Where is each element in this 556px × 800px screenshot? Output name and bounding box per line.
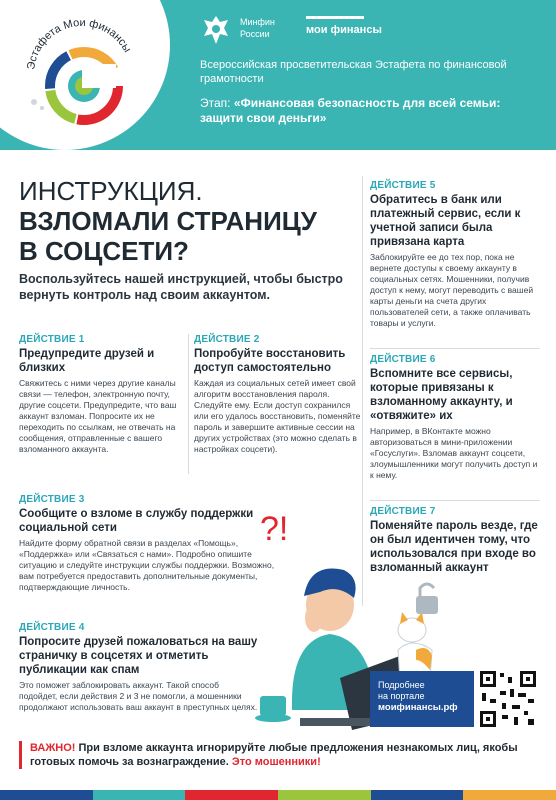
column-divider [188,334,189,474]
minfin-line2: России [240,29,270,39]
action-label: ДЕЙСТВИЕ 5 [370,180,436,191]
action-6 [370,354,540,481]
promo-site-link[interactable]: моифинансы.рф [378,702,458,713]
title-line3: В СОЦСЕТИ? [19,236,189,266]
stage-name: «Финансовая безопасность для всей семьи: защити свои деньги» [200,96,501,125]
stage-prefix: Этап: [200,96,234,110]
relay-description: Всероссийская просветительская Эстафета по финансовой грамотности [200,59,507,85]
action-body: Свяжитесь с ними через другие каналы связи — телефон, электронную почту, другие соцсети. Предупредите, что ваш аккаунт взломан. Попросите их не переходить по ссылкам, не отвечать на сообщения, отправленные с вашего взломанного аккаунта. [19,378,177,454]
action-body: Каждая из социальных сетей имеет свой алгоритм восстановления пароля. Следуйте ему. Если доступ сохранился или его удалось восстановить, поменяйте пароль и завершите активные сессии на других устройствах (это можно сделать в настройках соцсети). [194,378,361,454]
action-heading: Предупредите друзей и близких [19,348,155,374]
title-line2: ВЗЛОМАЛИ СТРАНИЦУ [19,206,317,236]
minfin-emblem-icon [200,12,232,48]
footer-stripe [371,790,464,800]
footer-stripe [278,790,371,800]
warning-notice [19,741,539,769]
promo-line1: Подробнее [378,680,425,690]
moi-finansy-brand [306,16,382,36]
action-4 [19,622,259,713]
footer-stripe [93,790,186,800]
action-heading: Попробуйте восстановить доступ самостоятельно [194,348,346,374]
action-label: ДЕЙСТВИЕ 7 [370,506,436,517]
action-heading: Попросите друзей пожаловаться на вашу страничку в соцсетях и отметить публикации как спам [19,636,258,676]
lead-text: Воспользуйтесь нашей инструкцией, чтобы быстро вернуть контроль над своим аккаунтом. [19,272,343,302]
minfin-line1: Минфин [240,17,275,27]
footer-stripe [463,790,556,800]
warning-prefix: ВАЖНО! [30,742,76,754]
warning-text: При взломе аккаунта игнорируйте любые предложения незнакомых лиц, якобы готовых помочь за вознаграждение. [30,742,518,768]
action-body: Найдите форму обратной связи в разделах «Помощь», «Поддержка» или «Связаться с нами». Подробно опишите ситуацию и следуйте инструкции службы поддержки. Возможно, вам потребуется предоставить дополнительные документы, подтверждающие личность. [19,538,275,592]
action-body: Это поможет заблокировать аккаунт. Такой способ подойдет, если действия 2 и 3 не помогли, а мошенники продолжают использовать ваш аккаунт в преступных целях. [19,680,258,712]
action-body: Например, в ВКонтакте можно авторизоваться в мини-приложении «Госуслуги». Взломав аккаунт соцсети, злоумышленники могут получить доступ и к нему. [370,426,538,480]
action-body: Заблокируйте ее до тех пор, пока не вернете доступы к своему аккаунту в социальных сетях. Мошенники, получив доступ к нему, могут переводить с вашей карты деньги на счета других пользователей сети, а также оплачивать товары и услуги. [370,252,534,328]
svg-text:Эстафета Мои финансы [25,17,133,71]
logo-text: Эстафета Мои финансы [25,16,134,71]
action-label: ДЕЙСТВИЕ 2 [194,334,260,345]
action-label: ДЕЙСТВИЕ 1 [19,334,85,345]
action-5 [370,180,540,329]
action-heading: Поменяйте пароль везде, где он был идентичен тому, что использовался при входе во взломанный аккаунт [370,520,538,574]
action-2 [194,334,364,455]
brand-bar [306,16,364,19]
footer-stripe [185,790,278,800]
action-heading: Обратитесь в банк или платежный сервис, если к учетной записи была привязана карта [370,194,521,248]
action-heading: Сообщите о взломе в службу поддержки социальной сети [19,508,254,534]
promo-line2: на портале [378,691,425,701]
row-divider [370,348,540,349]
action-label: ДЕЙСТВИЕ 4 [19,622,85,633]
relay-logo [12,4,152,134]
brand-text: мои финансы [306,24,382,36]
page-title [19,176,349,266]
portal-promo[interactable] [370,671,474,727]
warning-suffix: Это мошенники! [231,756,321,768]
action-label: ДЕЙСТВИЕ 6 [370,354,436,365]
footer-color-strip [0,790,556,800]
footer-stripe [0,790,93,800]
action-1 [19,334,184,455]
header-banner [0,0,556,150]
stage-title [200,96,540,126]
qr-code-icon[interactable] [478,669,538,729]
title-line1: ИНСТРУКЦИЯ. [19,176,203,206]
minfin-label [240,16,275,40]
action-heading: Вспомните все сервисы, которые привязаны к взломанному аккаунту, и «отвяжите» их [370,368,513,422]
action-label: ДЕЙСТВИЕ 3 [19,494,85,505]
svg-text:?!: ?! [260,510,289,548]
